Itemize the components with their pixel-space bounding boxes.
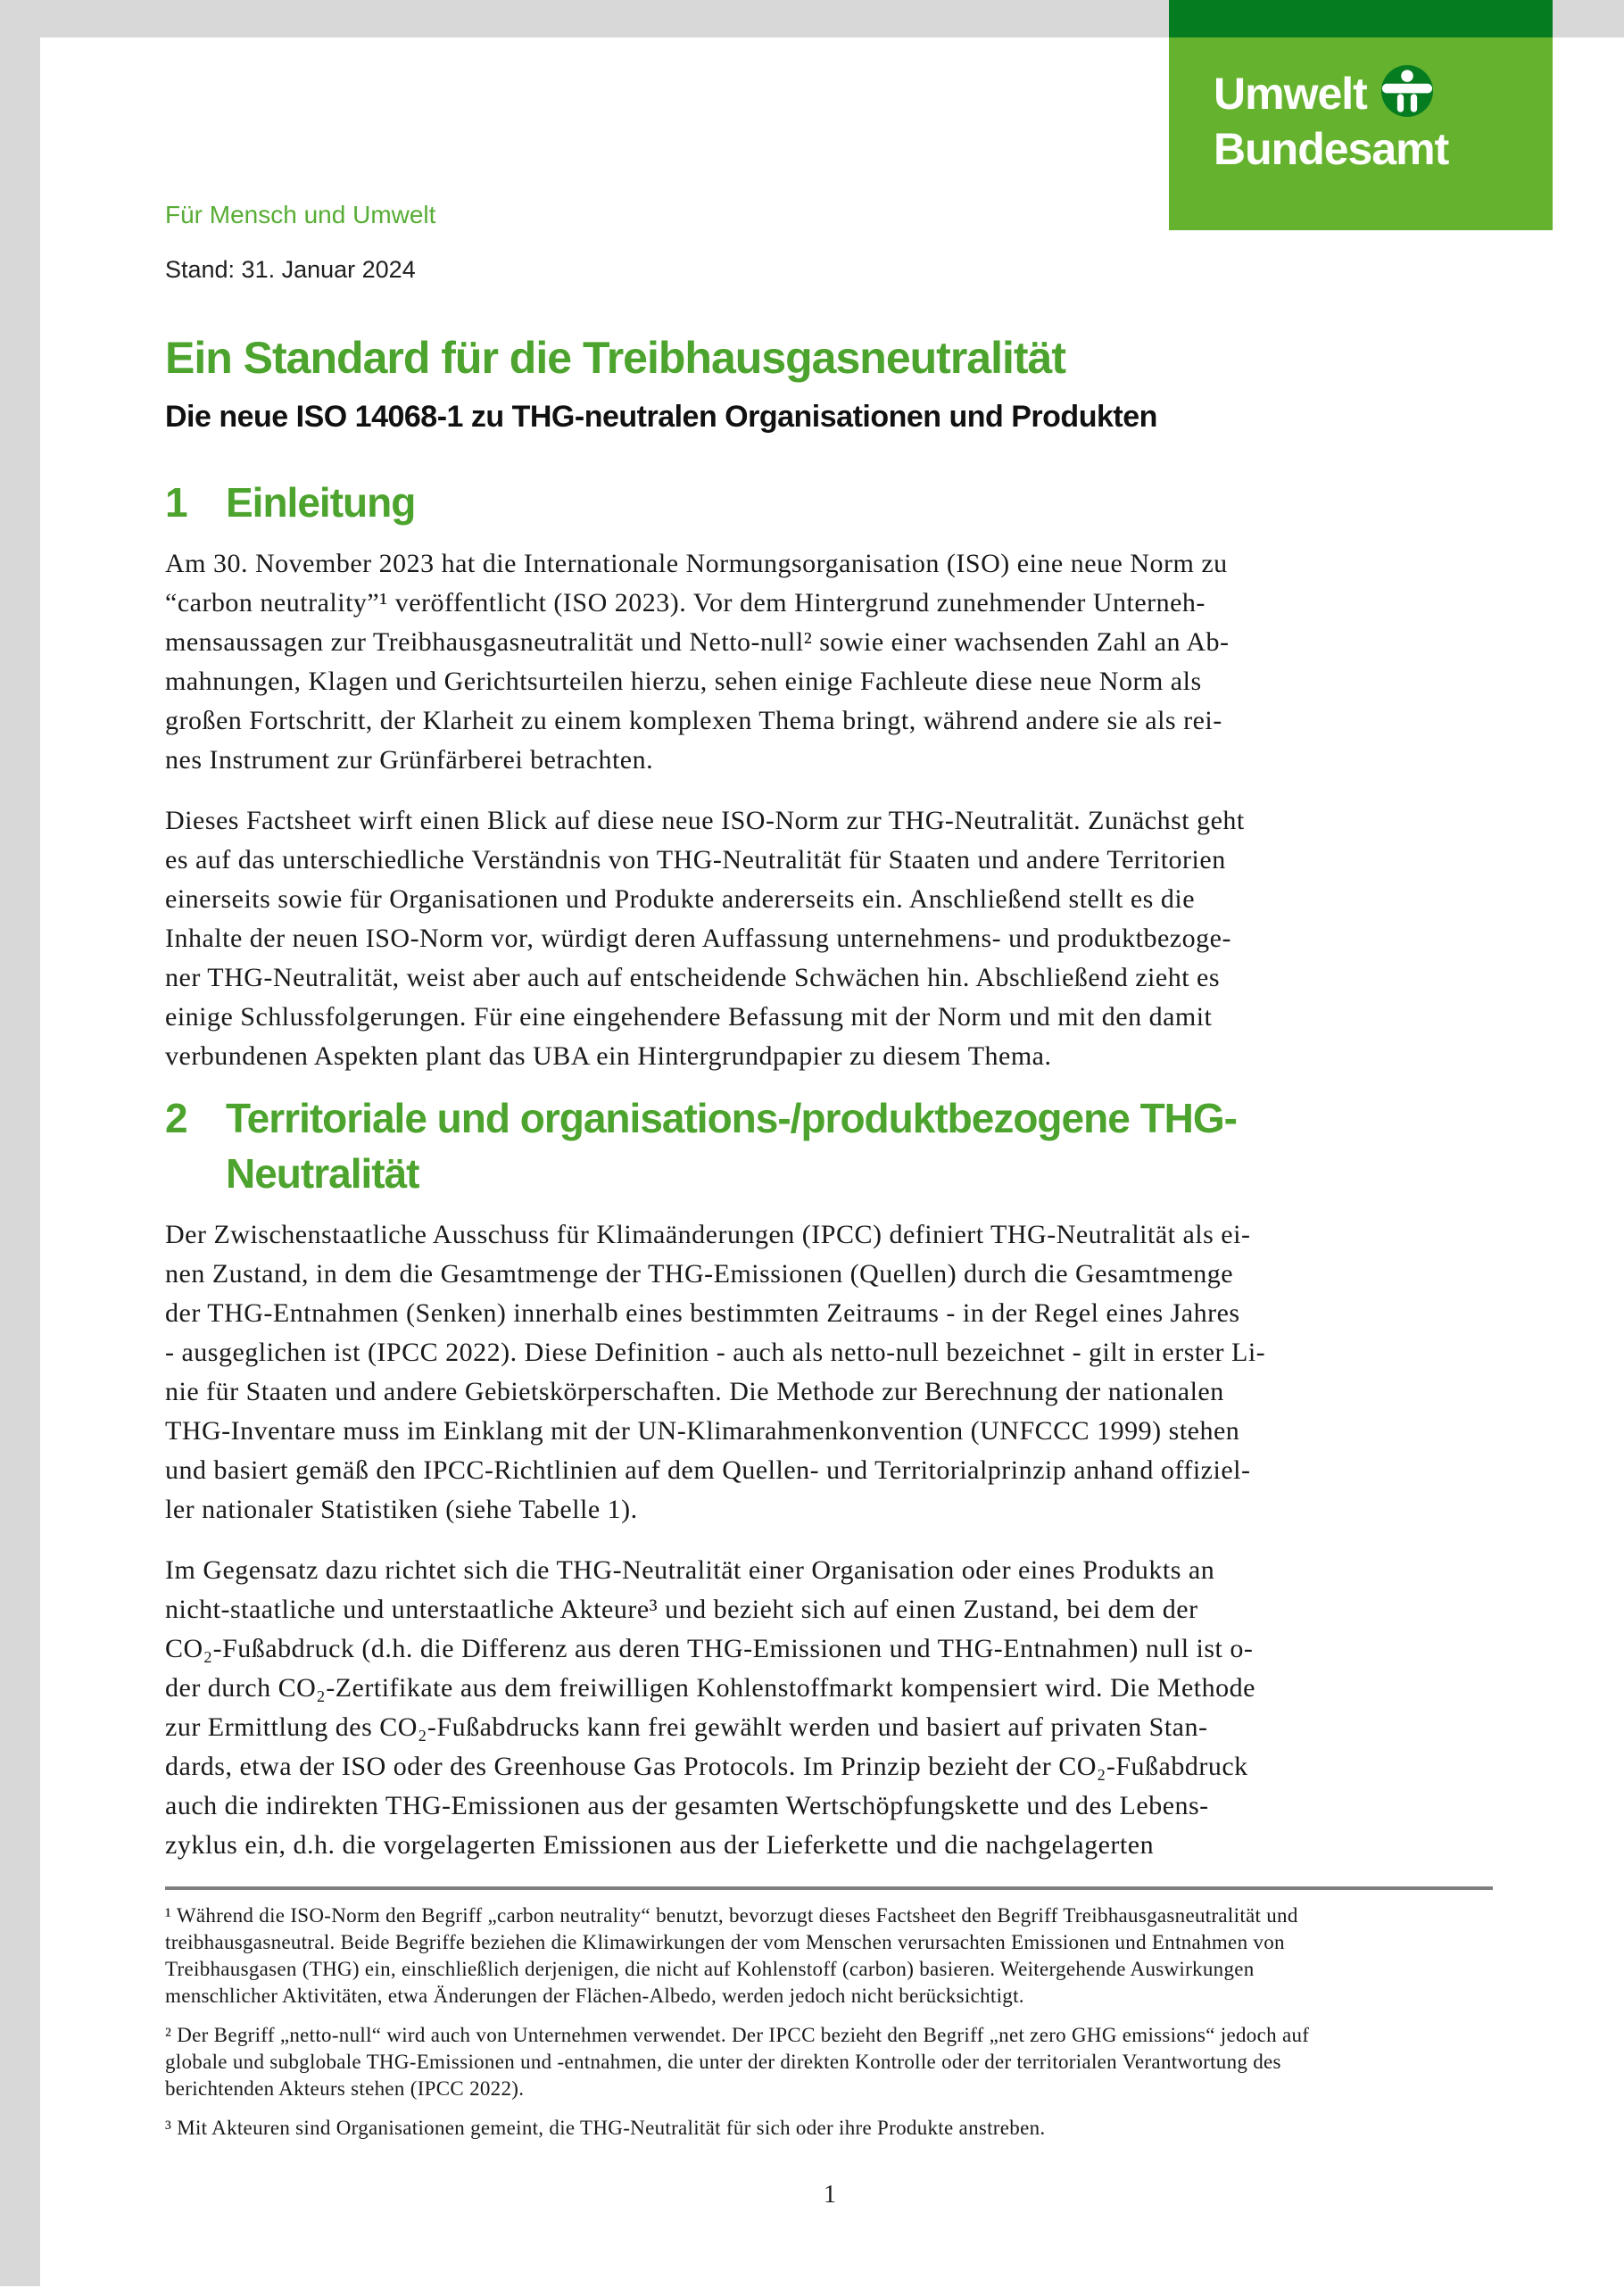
footnote xyxy=(165,1902,1495,2010)
footnote-line: Treibhausgasen (THG) ein, einschließlich derjenigen, die nicht auf Kohlenstoff (carbon) basieren. Weitergehende Auswirkungen xyxy=(165,1958,1255,1980)
body-line: der THG-Entnahmen (Senken) innerhalb eines bestimmten Zeitraums - in der Regel eines Jahres xyxy=(165,1298,1240,1328)
body-line: und basiert gemäß den IPCC-Richtlinien auf dem Quellen- und Territorialprinzip anhand offiziel- xyxy=(165,1455,1251,1485)
section-heading xyxy=(165,1090,1495,1201)
footnote-line: menschlicher Aktivitäten, etwa Änderungen der Flächen-Albedo, werden jedoch nicht berücksichtigt. xyxy=(165,1985,1024,2007)
body-line: nes Instrument zur Grünfärberei betrachten. xyxy=(165,745,654,775)
tagline: Für Mensch und Umwelt xyxy=(165,201,436,228)
footnote-line: ³ Mit Akteuren sind Organisationen gemeint, die THG-Neutralität für sich oder ihre Produkte anstreben. xyxy=(165,2117,1046,2139)
section-heading xyxy=(165,475,1495,530)
footnotes-container xyxy=(165,1902,1495,2142)
section-heading-line: Neutralität xyxy=(226,1150,419,1197)
footnote-line: treibhausgasneutral. Beide Begriffe beziehen die Klimawirkungen der vom Menschen verursachten Emissionen und Entnahmen von xyxy=(165,1931,1285,1953)
footnote-line: globale und subglobale THG-Emissionen und -entnahmen, die unter der direkten Kontrolle oder der territorialen Verantwortung des xyxy=(165,2051,1281,2073)
paragraph xyxy=(165,1551,1495,1865)
section-number: 2 xyxy=(165,1095,187,1141)
text-column xyxy=(165,0,1495,2211)
footnote-line: ² Der Begriff „netto-null“ wird auch von Unternehmen verwendet. Der IPCC bezieht den Begriff „net zero GHG emissions“ jedoch auf xyxy=(165,2024,1310,2046)
page-number: 1 xyxy=(824,2181,836,2209)
section-heading-line: Territoriale und organisations-/produktbezogene THG- xyxy=(226,1095,1237,1141)
body-line: nie für Staaten und andere Gebietskörperschaften. Die Methode zur Berechnung der nationalen xyxy=(165,1377,1224,1406)
body-line: THG-Inventare muss im Einklang mit der UN-Klimarahmenkonvention (UNFCCC 1999) stehen xyxy=(165,1416,1240,1446)
paragraph xyxy=(165,801,1495,1076)
body-line: mahnungen, Klagen und Gerichtsurteilen hierzu, sehen einige Fachleute diese neue Norm als xyxy=(165,667,1202,696)
body-line: verbundenen Aspekten plant das UBA ein Hintergrundpapier zu diesem Thema. xyxy=(165,1041,1052,1071)
footnote xyxy=(165,2022,1495,2102)
body-line: einerseits sowie für Organisationen und Produkte andererseits ein. Anschließend stellt es die xyxy=(165,884,1196,914)
body-line: “carbon neutrality”¹ veröffentlicht (ISO 2023). Vor dem Hintergrund zunehmender Unterneh- xyxy=(165,588,1206,618)
body-line: auch die indirekten THG-Emissionen aus der gesamten Wertschöpfungskette und des Lebens- xyxy=(165,1791,1209,1820)
paragraph xyxy=(165,1215,1495,1529)
body-line: zyklus ein, d.h. die vorgelagerten Emissionen aus der Lieferkette und die nachgelagerten xyxy=(165,1830,1155,1860)
body-line: zur Ermittlung des CO₂-Fußabdrucks kann frei gewählt werden und basiert auf privaten Stan- xyxy=(165,1712,1208,1742)
body-line: Dieses Factsheet wirft einen Blick auf diese neue ISO-Norm zur THG-Neutralität. Zunächst geht xyxy=(165,806,1245,835)
logo-text-bundesamt: Bundesamt xyxy=(1214,124,1449,174)
section-heading-line: Einleitung xyxy=(226,479,416,526)
body-line: - ausgeglichen ist (IPCC 2022). Diese Definition - auch als netto-null bezeichnet - gilt in erster Li- xyxy=(165,1338,1266,1367)
body-line: ler nationaler Statistiken (siehe Tabelle 1). xyxy=(165,1495,638,1524)
body-line: Am 30. November 2023 hat die Internationale Normungsorganisation (ISO) eine neue Norm zu xyxy=(165,549,1228,578)
footnote xyxy=(165,2115,1495,2142)
page-margin-left xyxy=(0,0,40,2286)
body-line: mensaussagen zur Treibhausgasneutralität und Netto-null² sowie einer wachsenden Zahl an Ab- xyxy=(165,627,1230,657)
body-line: Der Zwischenstaatliche Ausschuss für Klimaänderungen (IPCC) definiert THG-Neutralität als ei- xyxy=(165,1220,1251,1249)
document-subtitle: Die neue ISO 14068-1 zu THG-neutralen Organisationen und Produkten xyxy=(165,400,1157,434)
section-number: 1 xyxy=(165,479,187,526)
document-title: Ein Standard für die Treibhausgasneutralität xyxy=(165,333,1065,383)
body-line: nen Zustand, in dem die Gesamtmenge der THG-Emissionen (Quellen) durch die Gesamtmenge xyxy=(165,1259,1234,1289)
body-line: ner THG-Neutralität, weist aber auch auf entscheidende Schwächen hin. Abschließend zieht es xyxy=(165,963,1221,992)
body-line: CO₂-Fußabdruck (d.h. die Differenz aus deren THG-Emissionen und THG-Entnahmen) null ist o- xyxy=(165,1634,1254,1663)
body-line: der durch CO₂-Zertifikate aus dem freiwilligen Kohlenstoffmarkt kompensiert wird. Die Methode xyxy=(165,1673,1255,1703)
logo-text-umwelt: Umwelt xyxy=(1214,69,1367,119)
body-line: großen Fortschritt, der Klarheit zu einem komplexen Thema bringt, während andere sie als rei- xyxy=(165,706,1222,735)
body-line: dards, etwa der ISO oder des Greenhouse Gas Protocols. Im Prinzip bezieht der CO₂-Fußabdruck xyxy=(165,1752,1248,1781)
body-line: einige Schlussfolgerungen. Für eine eingehendere Befassung mit der Norm und mit den damit xyxy=(165,1002,1213,1032)
footnote-line: ¹ Während die ISO-Norm den Begriff „carbon neutrality“ benutzt, bevorzugt dieses Factsheet den Begriff Treibhausgasneutralität und xyxy=(165,1904,1298,1927)
section-heading-text xyxy=(226,475,415,530)
sections-container xyxy=(165,475,1495,1865)
body-line: nicht-staatliche und unterstaatliche Akteure³ und bezieht sich auf einen Zustand, bei dem der xyxy=(165,1595,1198,1624)
paragraph xyxy=(165,544,1495,780)
section-heading-text xyxy=(226,1090,1237,1201)
body-line: Im Gegensatz dazu richtet sich die THG-Neutralität einer Organisation oder eines Produkts an xyxy=(165,1555,1215,1585)
body-line: es auf das unterschiedliche Verständnis von THG-Neutralität für Staaten und andere Territorien xyxy=(165,845,1226,874)
body-line: Inhalte der neuen ISO-Norm vor, würdigt deren Auffassung unternehmens- und produktbezoge- xyxy=(165,924,1231,953)
footnote-divider xyxy=(165,1886,1493,1890)
date-line: Stand: 31. Januar 2024 xyxy=(165,256,416,283)
footnote-line: berichtenden Akteurs stehen (IPCC 2022). xyxy=(165,2077,525,2100)
